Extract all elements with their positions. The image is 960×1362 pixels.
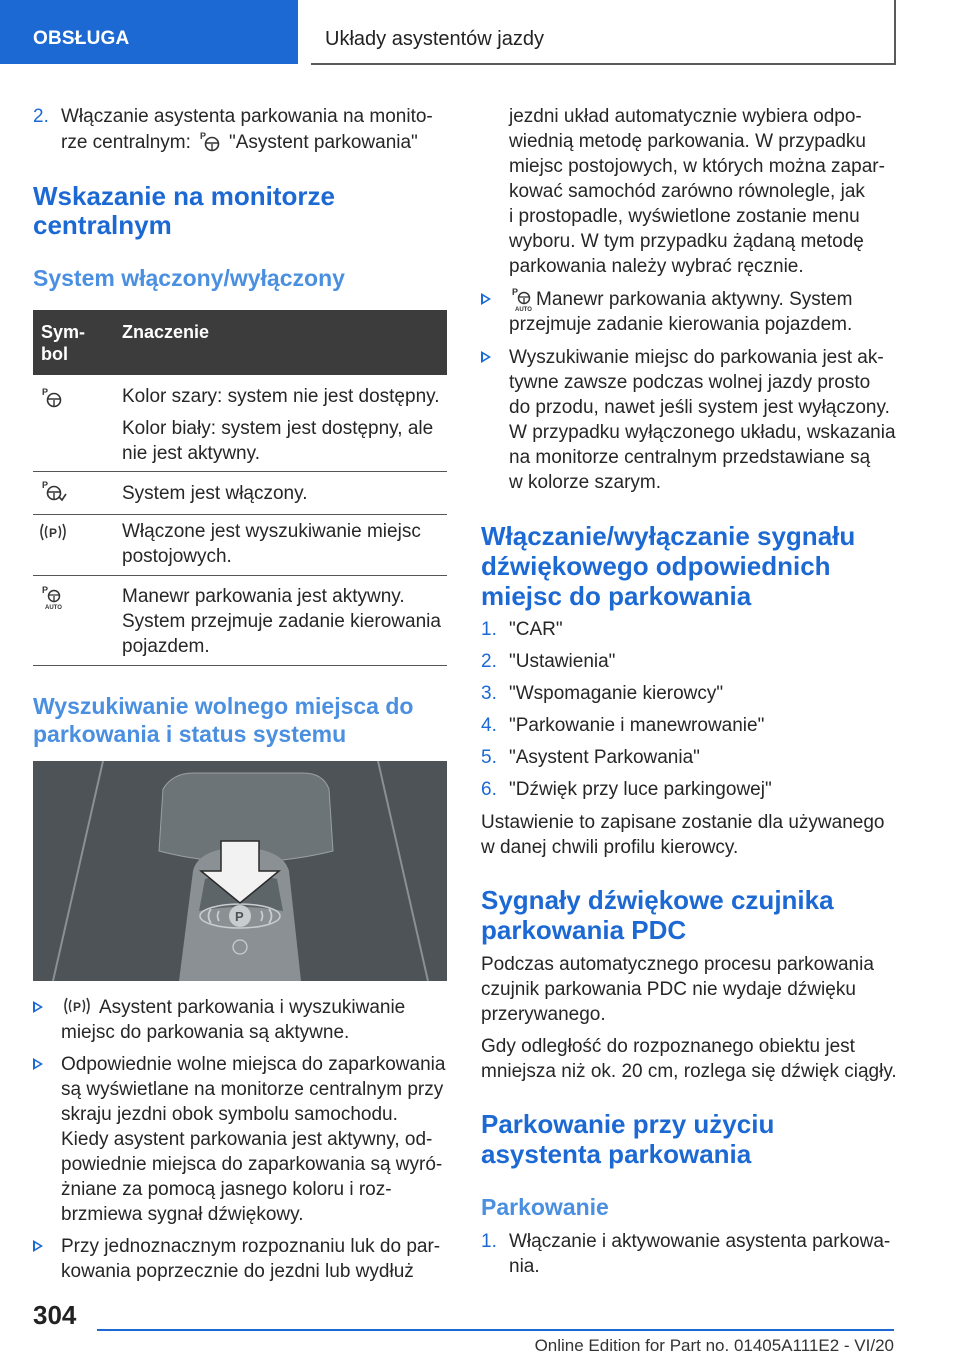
chapter-header	[311, 0, 896, 65]
bullet-text: żniane za pomocą jasnego koloru i roz‐	[61, 1179, 392, 1200]
table-header	[33, 310, 447, 375]
step-text: Włączanie i aktywowanie asystenta parkowa‐	[509, 1231, 891, 1252]
page-number: 304	[33, 1300, 77, 1330]
subsection-heading: Parkowanie	[481, 1194, 609, 1220]
menu-path-step: "Wspomaganie kierowcy"	[509, 683, 724, 704]
svg-text:P: P	[200, 131, 207, 141]
bullet-text: jezdni układ automatycznie wybiera odpo‐	[509, 106, 862, 127]
edition-note: Online Edition for Part no. 01405A111E2 - VI/20	[534, 1336, 894, 1355]
step-number: 4.	[481, 715, 497, 736]
svg-text:AUTO: AUTO	[515, 307, 532, 312]
parking-assistant-icon	[197, 130, 223, 154]
section-heading: parkowania PDC	[481, 915, 687, 945]
bullet-text: do przodu, nawet jeśli system jest wyłączony.	[509, 397, 890, 418]
svg-text:AUTO: AUTO	[45, 605, 62, 610]
body-text: mniejsza niż ok. 20 cm, rozlega się dźwięk ciągły.	[481, 1061, 897, 1082]
table-cell: nie jest aktywny.	[122, 443, 260, 464]
section-heading: Parkowanie przy użyciu	[481, 1109, 775, 1139]
bullet-text: i prostopadle, wyświetlone zostanie menu	[509, 206, 860, 227]
chapter-title: Układy asystentów jazdy	[325, 28, 544, 50]
table-cell: System jest włączony.	[122, 483, 308, 504]
bullet-text: w kolorze szarym.	[509, 472, 662, 493]
bullet-triangle-icon	[33, 1001, 43, 1013]
bullet-text: W przypadku wyłączonego układu, wskazania	[509, 422, 896, 443]
bullet-text: miejsc do parkowania są aktywne.	[61, 1022, 350, 1043]
step-number: 1.	[481, 1231, 497, 1252]
table-cell: postojowych.	[122, 546, 232, 567]
parking-display-illustration	[33, 761, 447, 981]
svg-text:P: P	[42, 480, 49, 490]
bullet-text: brzmiewa sygnał dźwiękowy.	[61, 1204, 304, 1225]
parking-manoeuvre-auto-icon	[39, 584, 65, 610]
table-divider	[33, 471, 447, 472]
menu-path-step: "CAR"	[509, 619, 563, 640]
parking-space-search-icon	[37, 521, 69, 543]
bullet-text: tywne zawsze podczas wolnej jazdy prosto	[509, 372, 871, 393]
section-heading: centralnym	[33, 210, 172, 240]
footer-divider	[97, 1329, 894, 1331]
bullet-triangle-icon	[33, 1058, 43, 1070]
step-number: 1.	[481, 619, 497, 640]
bullet-text: Odpowiednie wolne miejsca do zaparkowania	[61, 1054, 446, 1075]
bullet-text: przejmuje zadanie kierowania pojazdem.	[509, 314, 853, 335]
step-number: 5.	[481, 747, 497, 768]
step-text: nia.	[509, 1256, 540, 1277]
body-text: czujnik parkowania PDC nie wydaje dźwięku	[481, 979, 856, 1000]
bullet-text: są wyświetlane na monitorze centralnym przy	[61, 1079, 444, 1100]
subsection-heading: parkowania i status systemu	[33, 721, 347, 747]
bullet-text: wiednią metodę parkowania. W przypadku	[509, 131, 866, 152]
bullet-text: miejsc postojowych, w których można zapar‐	[509, 156, 885, 177]
parking-assistant-on-icon	[39, 479, 67, 503]
bullet-text: Przy jednoznacznym rozpoznaniu luk do par‐	[61, 1236, 441, 1257]
step-number: 2.	[33, 106, 49, 127]
table-divider	[33, 665, 447, 666]
bullet-text: kować samochód zarówno równolegle, jak	[509, 181, 865, 202]
section-title: OBSŁUGA	[33, 28, 130, 49]
bullet-text: wyboru. W tym przypadku żądaną metodę	[509, 231, 864, 252]
bullet-text: Manewr parkowania aktywny. System	[536, 289, 853, 310]
section-tab	[0, 0, 298, 64]
section-heading: miejsc do parkowania	[481, 581, 752, 611]
table-cell: Kolor biały: system jest dostępny, ale	[122, 418, 434, 439]
svg-text:P: P	[42, 585, 49, 595]
bullet-text: skraju jezdni obok symbolu samochodu.	[61, 1104, 398, 1125]
column-header-symbol: Sym‐	[41, 322, 86, 342]
subsection-heading: Wyszukiwanie wolnego miejsca do	[33, 693, 414, 719]
monitor-screen-graphic	[33, 761, 447, 981]
svg-text:P: P	[42, 387, 49, 397]
step-number: 2.	[481, 651, 497, 672]
menu-path-step: "Parkowanie i manewrowanie"	[509, 715, 765, 736]
menu-path-step: "Dźwięk przy luce parkingowej"	[509, 779, 772, 800]
step-number: 6.	[481, 779, 497, 800]
section-heading: Wskazanie na monitorze	[33, 181, 335, 211]
svg-text:P: P	[49, 526, 58, 540]
svg-text:P: P	[73, 1000, 82, 1014]
bullet-text: parkowania należy wybrać ręcznie.	[509, 256, 804, 277]
column-header-meaning: Znaczenie	[122, 322, 210, 342]
section-heading: asystenta parkowania	[481, 1139, 752, 1169]
section-heading: dźwiękowego odpowiednich	[481, 551, 831, 581]
body-text: Gdy odległość do rozpoznanego obiektu jest	[481, 1036, 855, 1057]
body-text: Ustawienie to zapisane zostanie dla używanego	[481, 812, 885, 833]
svg-text:P: P	[512, 287, 519, 297]
body-text: w danej chwili profilu kierowcy.	[481, 837, 739, 858]
table-cell: pojazdem.	[122, 636, 210, 657]
bullet-triangle-icon	[481, 293, 491, 305]
table-cell: System przejmuje zadanie kierowania	[122, 611, 441, 632]
step-number: 3.	[481, 683, 497, 704]
bullet-text: Asystent parkowania i wyszukiwanie	[99, 997, 406, 1018]
column-header-symbol: bol	[41, 344, 68, 364]
section-heading: Sygnały dźwiękowe czujnika	[481, 885, 834, 915]
step-text: Włączanie asystenta parkowania na monito‐	[61, 106, 433, 127]
bullet-text: Kiedy asystent parkowania jest aktywny, od‐	[61, 1129, 433, 1150]
subsection-heading: System włączony/wyłączony	[33, 265, 345, 291]
bullet-triangle-icon	[33, 1240, 43, 1252]
parking-space-search-icon	[61, 995, 93, 1017]
body-text: przerywanego.	[481, 1004, 606, 1025]
bullet-text: powiednie miejsca do zaparkowania są wyró‐	[61, 1154, 443, 1175]
table-cell: Włączone jest wyszukiwanie miejsc	[122, 521, 421, 542]
parking-assistant-icon	[39, 386, 65, 410]
bullet-text: Wyszukiwanie miejsc do parkowania jest ak‐	[509, 347, 884, 368]
table-cell: Manewr parkowania jest aktywny.	[122, 586, 405, 607]
table-divider	[33, 575, 447, 576]
section-heading: Włączanie/wyłączanie sygnału	[481, 521, 856, 551]
bullet-text: na monitorze centralnym przedstawiane są	[509, 447, 871, 468]
menu-path-step: "Asystent Parkowania"	[509, 747, 700, 768]
bullet-triangle-icon	[481, 351, 491, 363]
menu-path-step: "Ustawienia"	[509, 651, 616, 672]
step-text: "Asystent parkowania"	[229, 132, 418, 153]
svg-text:P: P	[235, 909, 244, 924]
bullet-text: kowania poprzecznie do jezdni lub wydłuż	[61, 1261, 414, 1282]
table-divider	[33, 514, 447, 515]
parking-manoeuvre-auto-icon	[509, 286, 535, 312]
body-text: Podczas automatycznego procesu parkowania	[481, 954, 874, 975]
table-cell: Kolor szary: system nie jest dostępny.	[122, 386, 440, 407]
step-text: rze centralnym:	[61, 132, 191, 153]
